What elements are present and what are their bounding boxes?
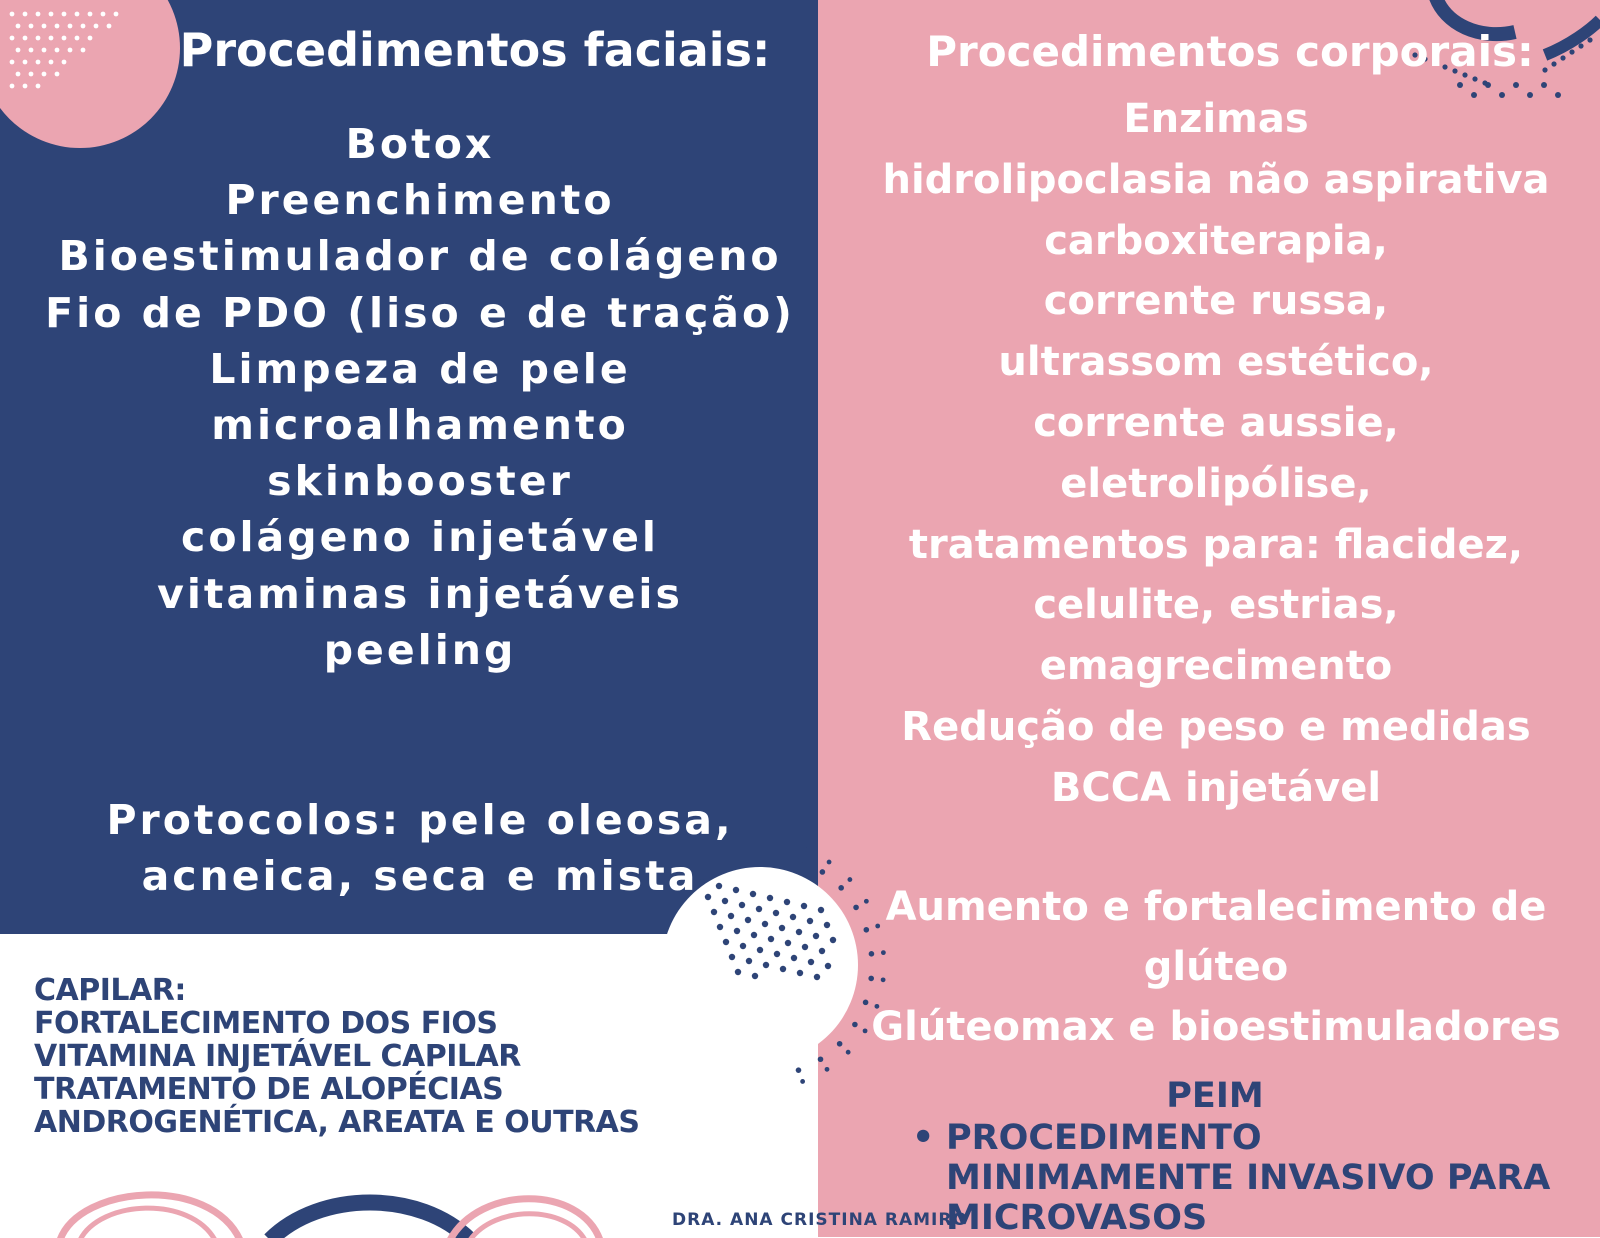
capilar-heading: CAPILAR:	[34, 973, 186, 1008]
dot-decoration	[820, 869, 826, 875]
list-item: hidrolipoclasia não aspirativa	[882, 156, 1550, 203]
dot-decoration	[790, 914, 796, 920]
list-item: BCCA injetável	[1050, 764, 1382, 811]
dot-decoration	[10, 84, 15, 89]
dot-decoration	[107, 24, 112, 29]
dot-decoration	[81, 48, 86, 53]
facial-title: Procedimentos faciais:	[179, 23, 771, 77]
list-item: corrente aussie,	[1033, 399, 1399, 446]
peim-title: PEIM	[1166, 1076, 1264, 1116]
dot-decoration	[780, 966, 786, 972]
facial-procedure-list	[30, 116, 810, 678]
dot-decoration	[36, 60, 41, 65]
dot-decoration	[75, 36, 80, 41]
dot-decoration	[1482, 80, 1487, 85]
dot-decoration	[88, 12, 93, 17]
bullet-icon: •	[912, 1118, 935, 1158]
dot-decoration	[23, 84, 28, 89]
dot-decoration	[36, 84, 41, 89]
dot-decoration	[757, 947, 763, 953]
dot-decoration	[29, 24, 34, 29]
dot-decoration	[101, 12, 106, 17]
dot-decoration	[819, 948, 825, 954]
dot-decoration	[797, 970, 803, 976]
dot-decoration	[42, 72, 47, 77]
list-item: colágeno injetável	[181, 513, 659, 562]
dot-decoration	[818, 907, 824, 913]
dot-decoration	[23, 60, 28, 65]
list-item: ANDROGENÉTICA, AREATA E OUTRAS	[34, 1105, 640, 1140]
dot-decoration	[10, 36, 15, 41]
dot-decoration	[75, 12, 80, 17]
dot-decoration	[827, 860, 832, 865]
dot-decoration	[29, 48, 34, 53]
dot-decoration	[49, 36, 54, 41]
dot-decoration	[42, 48, 47, 53]
dot-decoration	[768, 936, 774, 942]
dot-decoration	[717, 924, 723, 930]
dot-decoration	[825, 963, 831, 969]
list-item: FORTALECIMENTO DOS FIOS	[34, 1006, 498, 1041]
peim-item-text: PROCEDIMENTO MINIMAMENTE INVASIVO PARA MICROVASOS	[946, 1118, 1551, 1238]
facial-protocols	[40, 792, 800, 904]
list-item: carboxiterapia,	[1044, 217, 1388, 264]
dot-decoration	[751, 932, 757, 938]
list-item: peeling	[323, 625, 517, 674]
dot-decoration	[16, 72, 21, 77]
dot-decoration	[774, 951, 780, 957]
list-item: corrente russa,	[1043, 278, 1389, 325]
dot-decoration	[808, 959, 814, 965]
dot-decoration	[814, 974, 820, 980]
dot-decoration	[81, 24, 86, 29]
dot-decoration	[114, 12, 119, 17]
dot-decoration	[729, 954, 735, 960]
protocols-line: Protocolos: pele oleosa,	[106, 796, 734, 844]
dot-decoration	[29, 72, 34, 77]
dot-decoration	[711, 909, 717, 915]
footer-signature: DRA. ANA CRISTINA RAMIRO	[672, 1210, 968, 1230]
corporal-title: Procedimentos corporais:	[926, 27, 1534, 76]
dot-decoration	[813, 933, 819, 939]
dot-decoration	[734, 928, 740, 934]
dot-decoration	[42, 24, 47, 29]
dot-decoration	[62, 12, 67, 17]
dot-decoration	[728, 913, 734, 919]
dot-decoration	[23, 36, 28, 41]
dot-decoration	[762, 921, 768, 927]
dot-decoration	[803, 847, 808, 852]
list-item: emagrecimento	[1039, 643, 1393, 690]
dot-decoration	[825, 1067, 830, 1072]
list-item: Bioestimulador de colágeno	[58, 232, 782, 281]
list-item: Aumento e fortalecimento de	[885, 884, 1547, 930]
dot-decoration	[10, 60, 15, 65]
dot-decoration	[68, 24, 73, 29]
dot-decoration	[49, 60, 54, 65]
list-item: Limpeza de pele	[209, 344, 631, 393]
dot-decoration	[824, 922, 830, 928]
dot-decoration	[756, 906, 762, 912]
list-item: glúteo	[1143, 944, 1289, 990]
dot-decoration	[745, 917, 751, 923]
dot-decoration	[796, 929, 802, 935]
list-item: VITAMINA INJETÁVEL CAPILAR	[34, 1039, 521, 1074]
dot-decoration	[802, 944, 808, 950]
list-item: Glúteomax e bioestimuladores	[871, 1004, 1561, 1050]
list-item: Enzimas	[1123, 96, 1309, 142]
dot-decoration	[23, 12, 28, 17]
corporal-procedure-list	[840, 89, 1592, 819]
dot-decoration	[818, 1056, 824, 1062]
dot-decoration	[763, 962, 769, 968]
dot-decoration	[68, 48, 73, 53]
corporal-gluteo-list	[840, 877, 1592, 1057]
dot-decoration	[1457, 82, 1463, 88]
dot-decoration	[830, 937, 836, 943]
dot-decoration	[36, 12, 41, 17]
dot-decoration	[723, 939, 729, 945]
list-item: celulite, estrias,	[1033, 582, 1399, 629]
dot-decoration	[55, 24, 60, 29]
dot-decoration	[785, 940, 791, 946]
dot-decoration	[740, 943, 746, 949]
list-item: eletrolipólise,	[1060, 460, 1372, 507]
dot-decoration	[796, 1067, 802, 1073]
list-item: Botox	[345, 120, 495, 168]
list-item: skinbooster	[267, 457, 573, 506]
dot-decoration	[94, 24, 99, 29]
list-item: microalhamento	[211, 401, 629, 450]
dot-decoration	[791, 955, 797, 961]
list-item: ultrassom estético,	[998, 339, 1434, 386]
dot-decoration	[807, 918, 813, 924]
dot-decoration	[800, 1079, 805, 1084]
dot-decoration	[746, 958, 752, 964]
dot-decoration	[1513, 82, 1519, 88]
dot-decoration	[49, 12, 54, 17]
dot-decoration	[88, 36, 93, 41]
arc-decoration	[40, 1180, 640, 1237]
dot-decoration	[62, 36, 67, 41]
dot-decoration	[55, 48, 60, 53]
list-item: Preenchimento	[225, 176, 615, 225]
dot-decoration	[801, 903, 807, 909]
capilar-list	[34, 974, 754, 1139]
list-item: Redução de peso e medidas	[901, 703, 1531, 750]
dot-decoration	[779, 925, 785, 931]
dot-decoration	[55, 72, 60, 77]
list-item: TRATAMENTO DE ALOPÉCIAS	[34, 1072, 504, 1107]
dot-decoration	[10, 12, 15, 17]
list-item: tratamentos para: flacidez,	[908, 521, 1524, 568]
dot-decoration	[16, 24, 21, 29]
list-item: vitaminas injetáveis	[157, 569, 683, 618]
protocols-line: acneica, seca e mista	[141, 852, 699, 900]
dot-decoration	[62, 60, 67, 65]
dot-decoration	[36, 36, 41, 41]
dot-decoration	[16, 48, 21, 53]
dot-decoration	[1541, 82, 1547, 88]
dot-decoration	[773, 910, 779, 916]
list-item: Fio de PDO (liso e de tração)	[45, 288, 795, 337]
